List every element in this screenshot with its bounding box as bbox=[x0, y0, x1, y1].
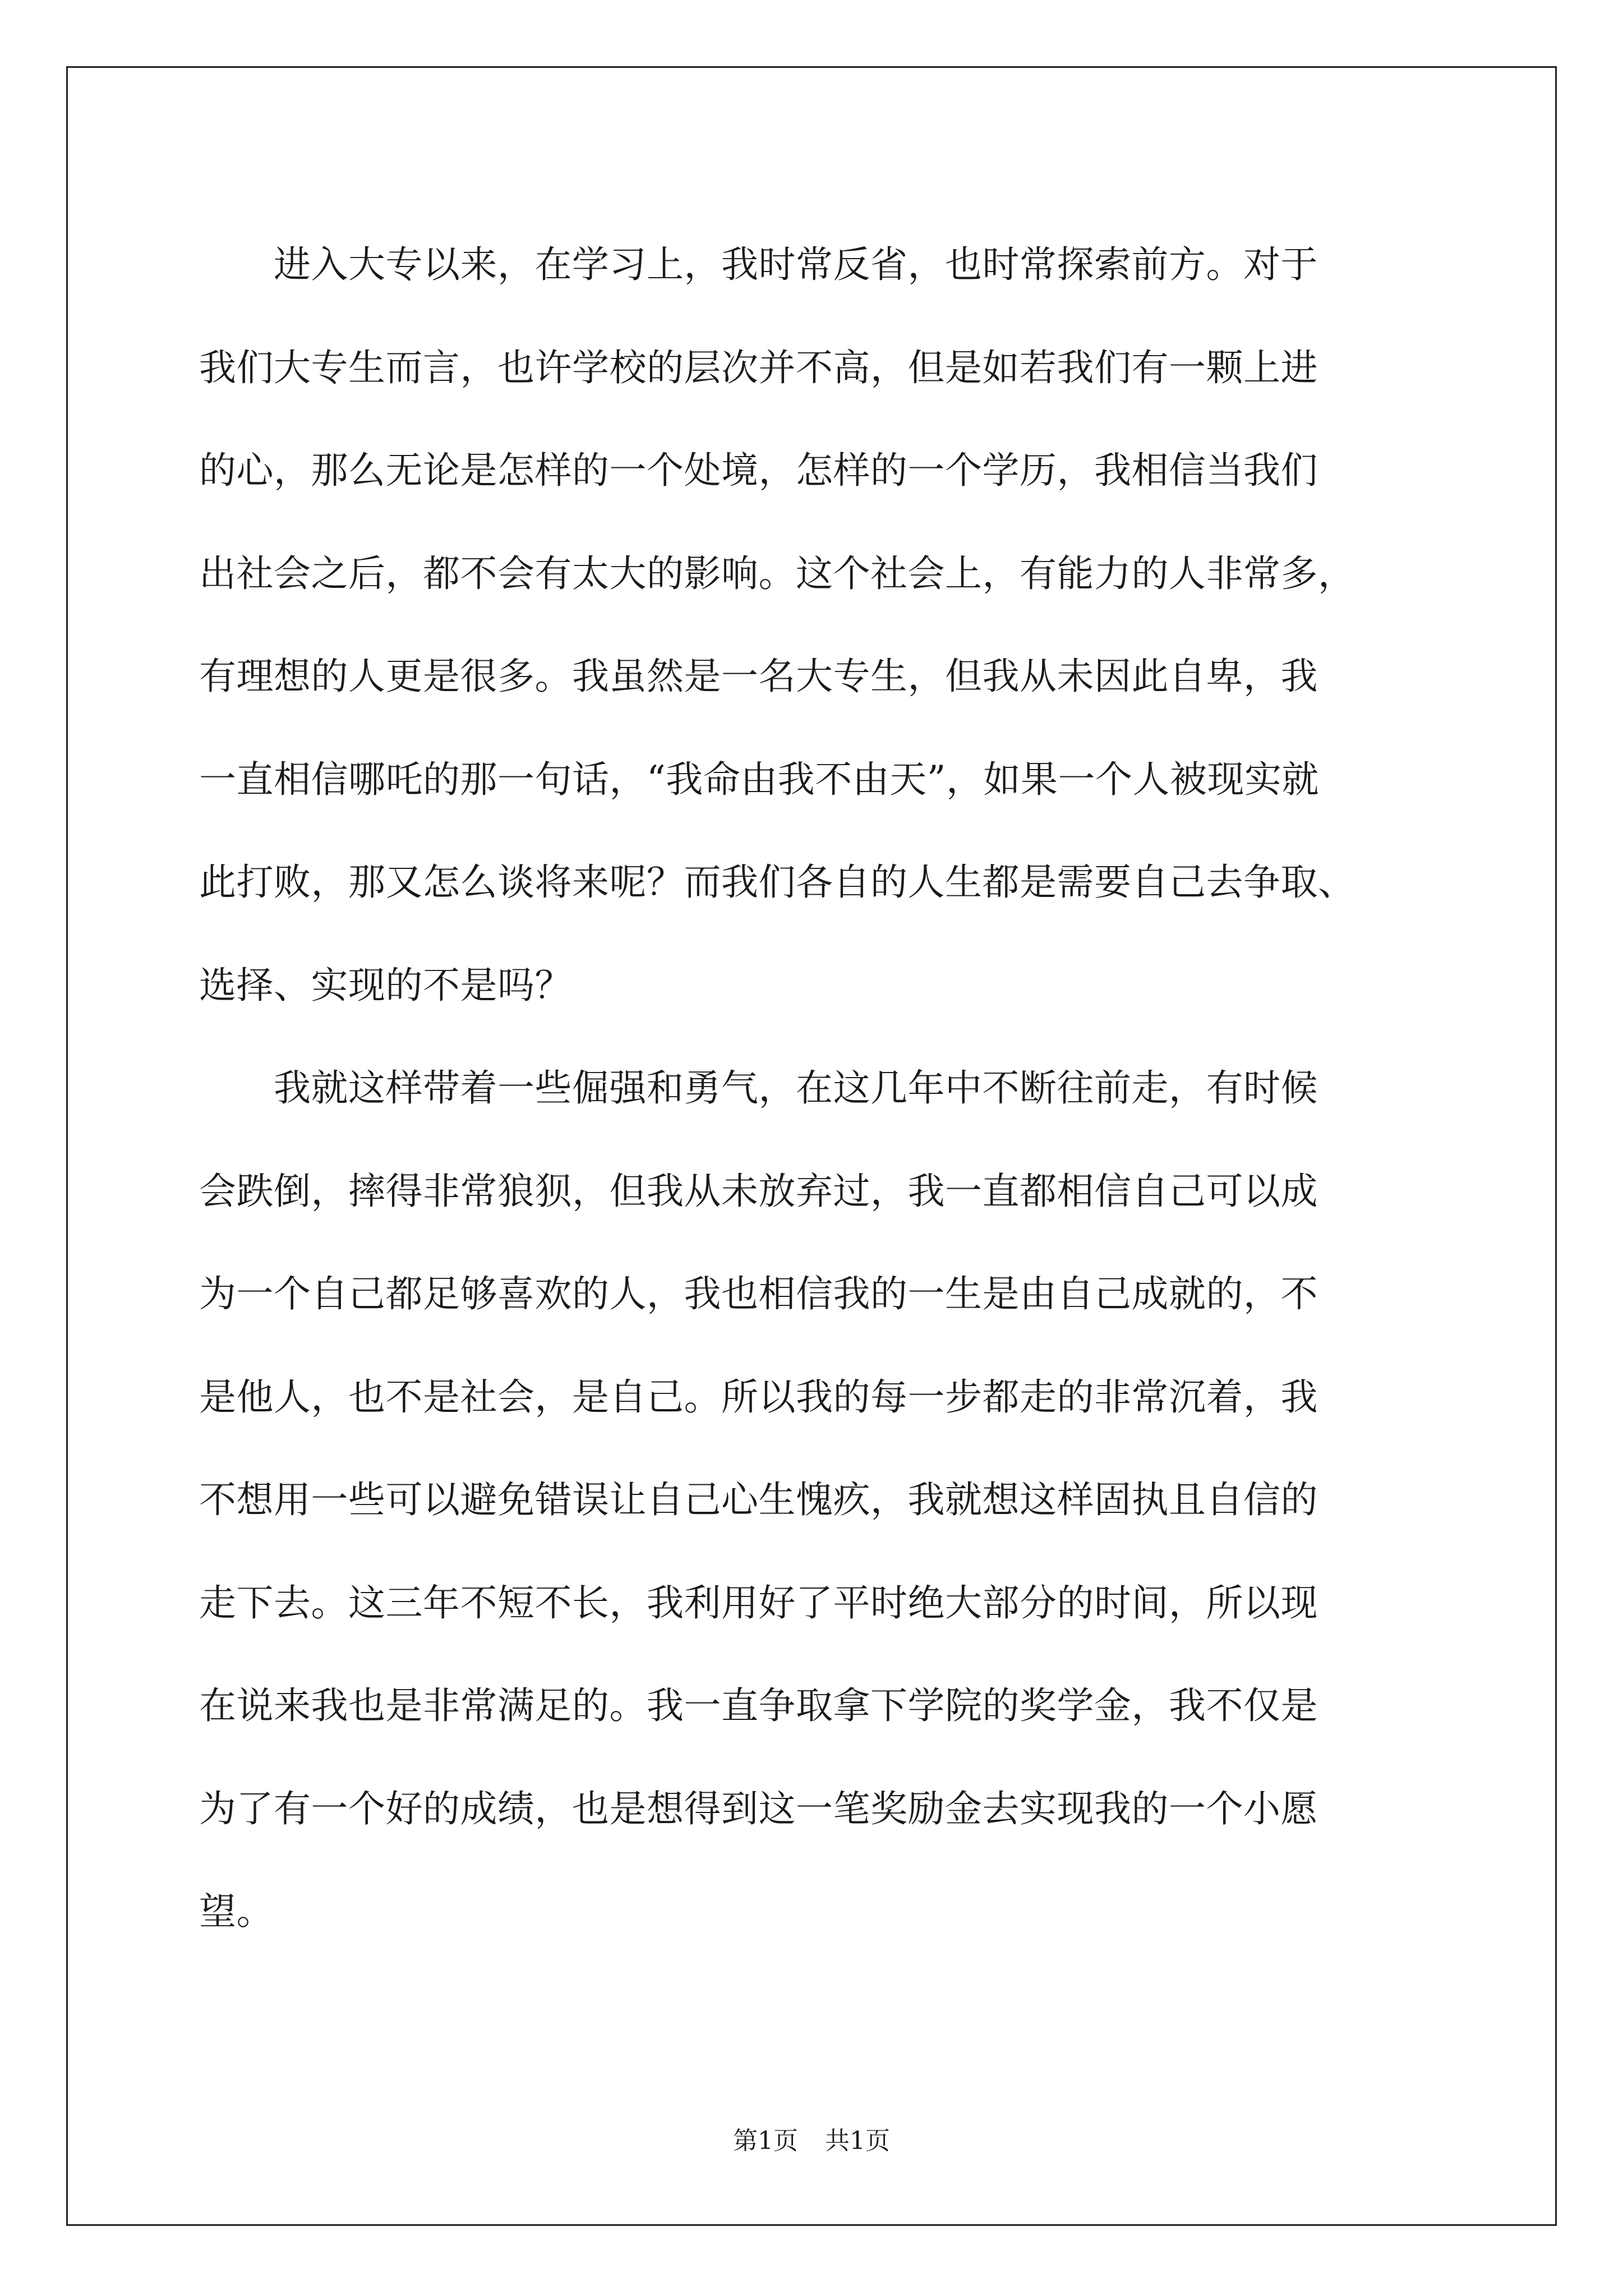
text-line: 进入大专以来，在学习上，我时常反省，也时常探索前方。对于 bbox=[199, 243, 1318, 286]
page-footer bbox=[0, 2120, 1623, 2156]
document-body bbox=[199, 213, 1430, 1963]
text-line: 在说来我也是非常满足的。我一直争取拿下学院的奖学金，我不仅是 bbox=[199, 1684, 1318, 1727]
text-line: 为一个自己都足够喜欢的人，我也相信我的一生是由自己成就的，不 bbox=[199, 1272, 1318, 1315]
text-line: 走下去。这三年不短不长，我利用好了平时绝大部分的时间，所以现 bbox=[199, 1581, 1318, 1625]
text-line: 有理想的人更是很多。我虽然是一名大专生，但我从未因此自卑，我 bbox=[199, 655, 1318, 698]
text-line: 我们大专生而言，也许学校的层次并不高，但是如若我们有一颗上进 bbox=[199, 346, 1318, 389]
page-total: 共1页 bbox=[825, 2127, 890, 2155]
text-line: 此打败，那又怎么谈将来呢？而我们各自的人生都是需要自己去争取、 bbox=[199, 861, 1355, 904]
text-line: 望。 bbox=[199, 1890, 274, 1933]
page-number: 第1页 bbox=[733, 2127, 798, 2155]
text-line: 我就这样带着一些倔强和勇气，在这几年中不断往前走，有时候 bbox=[199, 1066, 1318, 1110]
text-line: 一直相信哪吒的那一句话，“我命由我不由天”，如果一个人被现实就 bbox=[199, 757, 1319, 801]
text-line: 的心，那么无论是怎样的一个处境，怎样的一个学历，我相信当我们 bbox=[199, 449, 1318, 492]
text-line: 选择、实现的不是吗？ bbox=[199, 963, 572, 1007]
text-line: 是他人，也不是社会，是自己。所以我的每一步都走的非常沉着，我 bbox=[199, 1375, 1318, 1419]
text-line: 出社会之后，都不会有太大的影响。这个社会上，有能力的人非常多， bbox=[199, 551, 1355, 595]
text-line: 为了有一个好的成绩，也是想得到这一笔奖励金去实现我的一个小愿 bbox=[199, 1787, 1318, 1830]
text-line: 会跌倒，摔得非常狼狈，但我从未放弃过，我一直都相信自己可以成 bbox=[199, 1169, 1318, 1213]
text-line: 不想用一些可以避免错误让自己心生愧疚，我就想这样固执且自信的 bbox=[199, 1478, 1318, 1521]
